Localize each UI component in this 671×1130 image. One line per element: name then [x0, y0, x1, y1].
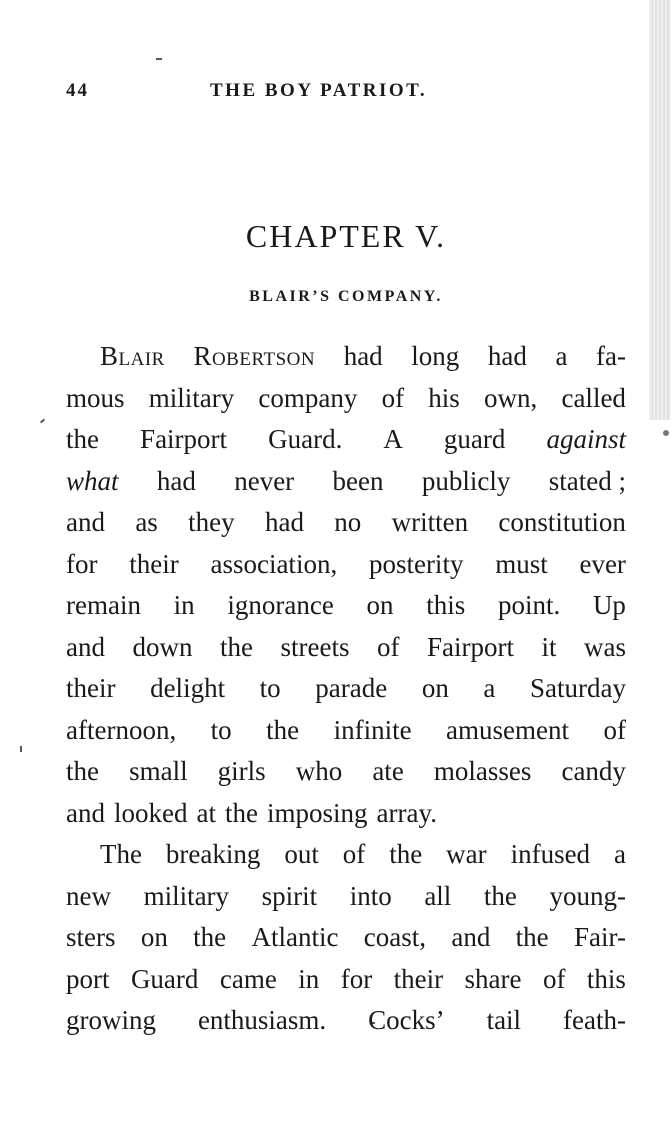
word: posterity	[368, 548, 464, 579]
text-line	[66, 668, 626, 710]
word: association,	[210, 548, 338, 579]
word: remain	[66, 590, 141, 620]
word: new	[66, 880, 111, 911]
word: in	[173, 590, 195, 620]
scan-speck	[156, 58, 162, 60]
page-number: 44	[66, 80, 89, 101]
text-line	[66, 751, 626, 793]
word: spirit	[261, 880, 318, 911]
word: their	[66, 673, 116, 703]
word: small	[129, 756, 188, 786]
page-binding-edge	[649, 0, 671, 420]
word: to	[259, 673, 281, 703]
word: their	[129, 548, 179, 579]
word: the	[389, 839, 423, 869]
word: ever	[579, 548, 626, 579]
word: delight	[150, 673, 226, 703]
word: a	[614, 839, 626, 869]
word: the	[515, 922, 549, 952]
running-title: THE BOY PATRIOT.	[210, 80, 428, 101]
scan-speck	[20, 746, 22, 752]
word: A	[383, 424, 403, 454]
text-line	[66, 627, 626, 669]
word: fa-	[596, 341, 626, 371]
word: on	[421, 673, 449, 703]
text-line	[66, 585, 626, 627]
word: was	[583, 631, 626, 662]
word: Cocks’	[368, 1005, 445, 1035]
word: for	[66, 548, 98, 579]
word: had	[343, 341, 383, 371]
word: streets	[280, 631, 350, 662]
word: Up	[592, 590, 626, 620]
word: his	[428, 382, 460, 413]
word: Robertson	[193, 341, 316, 371]
word: Fairport	[140, 424, 228, 454]
chapter-title: CHAPTER V.	[245, 218, 447, 254]
word: long	[411, 341, 460, 371]
word: into	[349, 880, 392, 911]
chapter-subtitle: BLAIR’S COMPANY.	[249, 288, 443, 305]
word: for	[340, 963, 373, 994]
word: the	[483, 880, 517, 911]
word: own,	[484, 382, 538, 413]
text-line	[66, 917, 626, 959]
word: a	[555, 341, 568, 371]
word: of	[376, 631, 400, 662]
word: growing	[66, 1005, 156, 1035]
word: afternoon,	[66, 714, 177, 745]
word: a	[483, 673, 496, 703]
word: Fairport	[426, 631, 514, 662]
word: Saturday	[530, 673, 626, 703]
word: as	[135, 507, 158, 537]
word: what	[66, 465, 119, 496]
word: military	[148, 382, 235, 413]
word: looked	[113, 797, 188, 828]
word: candy	[561, 756, 626, 786]
text-line	[66, 461, 626, 503]
word: on	[140, 922, 168, 952]
word: all	[424, 880, 452, 911]
word: their	[393, 963, 444, 994]
word: the	[266, 714, 300, 745]
word: company	[258, 382, 358, 413]
word: came	[219, 963, 277, 994]
word: Blair	[100, 341, 165, 371]
word: of	[542, 963, 566, 994]
word: array.	[376, 797, 437, 828]
word: and	[451, 922, 491, 952]
word: war	[446, 839, 487, 869]
word: called	[561, 382, 626, 413]
word: tail	[486, 1005, 522, 1035]
word: had	[487, 341, 527, 371]
word: this	[586, 963, 626, 994]
word: the	[224, 797, 258, 828]
word: been	[332, 465, 384, 496]
word: no	[334, 507, 362, 537]
word: The	[100, 839, 142, 869]
word: breaking	[165, 839, 261, 869]
word: who	[295, 756, 343, 786]
word: amusement	[446, 714, 569, 745]
word: Guard.	[268, 424, 343, 454]
word: they	[188, 507, 235, 537]
running-head	[66, 80, 626, 110]
text-line	[66, 876, 626, 918]
word: parade	[315, 673, 388, 703]
word: down	[132, 631, 193, 662]
text-line	[66, 710, 626, 752]
word: port	[66, 963, 110, 994]
word: infinite	[333, 714, 412, 745]
word: of	[381, 382, 405, 413]
word: in	[298, 963, 320, 994]
word: must	[495, 548, 548, 579]
word: never	[234, 465, 295, 496]
word: to	[210, 714, 232, 745]
word: coast,	[363, 922, 427, 952]
word: infused	[510, 839, 591, 869]
word: share	[464, 963, 522, 994]
word: had	[264, 507, 304, 537]
text-line	[66, 419, 626, 461]
word: guard	[443, 424, 506, 454]
text-line	[66, 544, 626, 586]
binding-mark	[663, 430, 669, 436]
word: Guard	[130, 963, 199, 994]
word: the	[193, 922, 227, 952]
text-line	[66, 378, 626, 420]
word: against	[546, 424, 626, 454]
text-line	[66, 959, 626, 1001]
word: point.	[497, 590, 561, 620]
text-line	[66, 793, 626, 835]
word: and	[66, 507, 105, 537]
word: feath-	[563, 1005, 626, 1035]
scan-speck	[40, 419, 45, 424]
word: on	[366, 590, 394, 620]
text-line	[66, 1000, 626, 1042]
word: out	[284, 839, 319, 869]
word: and	[66, 631, 105, 662]
text-line	[66, 834, 626, 876]
word: the	[66, 756, 99, 786]
word: molasses	[433, 756, 532, 786]
body-text	[66, 336, 626, 1042]
word: the	[66, 424, 99, 454]
word: the	[219, 631, 253, 662]
text-line	[66, 336, 626, 378]
word: at	[196, 797, 216, 828]
word: Atlantic	[251, 922, 339, 952]
word: this	[426, 590, 466, 620]
word: constitution	[498, 507, 626, 537]
word: military	[143, 880, 230, 911]
word: girls	[217, 756, 266, 786]
word: imposing	[266, 797, 368, 828]
word: ate	[372, 756, 404, 786]
word: ignorance	[227, 590, 334, 620]
word: had	[156, 465, 196, 496]
word: of	[342, 839, 366, 869]
word: young-	[549, 880, 626, 911]
word: Fair-	[574, 922, 626, 952]
word: and	[66, 797, 105, 828]
word: sters	[66, 922, 116, 952]
word: publicly	[421, 465, 511, 496]
word: stated ;	[548, 465, 626, 496]
word: enthusiasm.	[197, 1005, 327, 1035]
word: it	[541, 631, 557, 662]
word: of	[603, 714, 626, 745]
word: written	[391, 507, 469, 537]
text-line	[66, 502, 626, 544]
word: mous	[66, 382, 125, 413]
